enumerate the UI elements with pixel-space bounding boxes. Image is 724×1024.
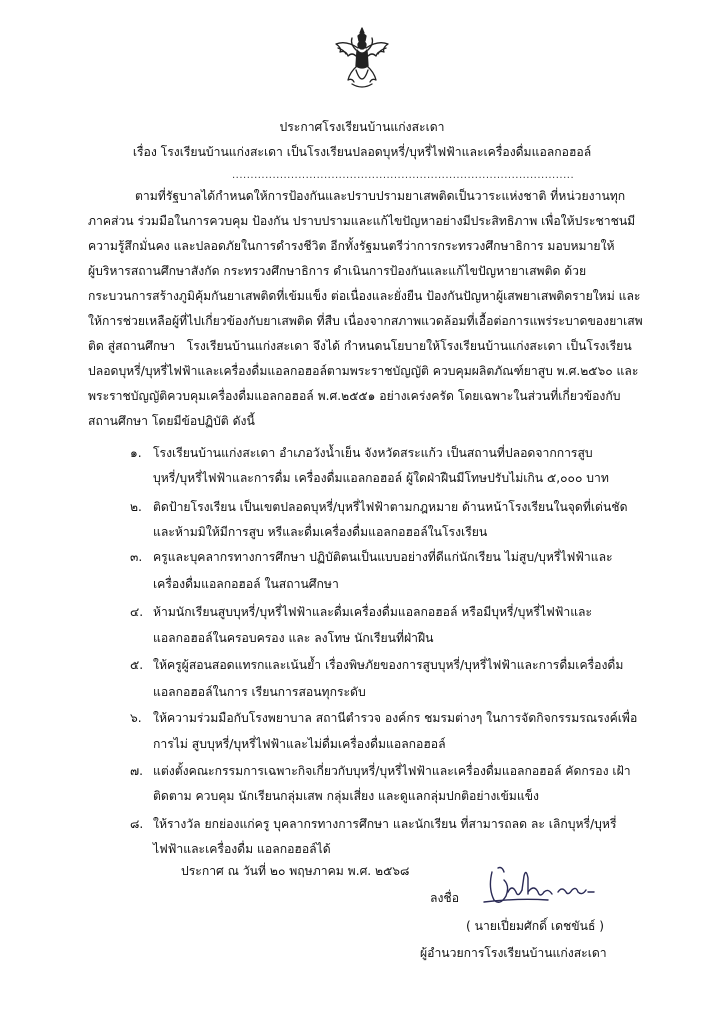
item-number: ๑. <box>130 446 142 460</box>
item-number: ๕. <box>130 658 144 672</box>
item-number: ๓. <box>130 550 143 564</box>
handwritten-signature <box>478 862 608 912</box>
paragraph-line: ให้การช่วยเหลือผู้ที่ไปเกี่ยวข้องกับยาเสพติด ที่สืบ เนื่องจากสภาพแวดล้อมที่เอื้อต่อการแพร่ระบาดของยาเสพ <box>88 314 643 328</box>
item-line: แอลกอฮอล์ในครอบครอง และ ลงโทษ นักเรียนที่ฝ่าฝืน <box>153 631 434 645</box>
paragraph-line: ผู้บริหารสถานศึกษาสังกัด กระทรวงศึกษาธิการ ดำเนินการป้องกันและแก้ไขปัญหายาเสพติด ด้วย <box>88 264 587 278</box>
paragraph-line: ความรู้สึกมั่นคง และปลอดภัยในการดำรงชีวิต อีกทั้งรัฐมนตรีว่าการกระทรวงศึกษาธิการ มอบหมายให้ <box>88 239 615 253</box>
item-line: บุหรี่/บุหรี่ไฟฟ้าและการดื่ม เครื่องดื่มแอลกอฮอล์ ผู้ใดฝ่าฝืนมีโทษปรับไม่เกิน ๕,๐๐๐ บาท <box>153 471 609 485</box>
item-line: ให้ครูผู้สอนสอดแทรกและเน้นย้ำ เรื่องพิษภัยของการสูบบุหรี่/บุหรี่ไฟฟ้าและการดื่มเครื่องดื่ม <box>153 658 624 672</box>
item-number: ๘. <box>130 817 144 831</box>
paragraph-line: สถานศึกษา โดยมีข้อปฏิบัติ ดังนี้ <box>88 414 255 428</box>
item-line: ห้ามนักเรียนสูบบุหรี่/บุหรี่ไฟฟ้าและดื่มเครื่องดื่มแอลกอฮอล์ หรือมีบุหรี่/บุหรี่ไฟฟ้าและ <box>153 605 593 619</box>
paragraph-line: ติด สู่สถานศึกษา โรงเรียนบ้านแก่งสะเดา จึงได้ กำหนดนโยบายให้โรงเรียนบ้านแก่งสะเดา เป็นโรงเรียน <box>88 339 632 353</box>
item-line: แอลกอฮอล์ในการ เรียนการสอนทุกระดับ <box>153 685 366 699</box>
title-separator: ............................................................................................. <box>232 170 575 181</box>
paragraph-line: ตามที่รัฐบาลได้กำหนดให้การป้องกันและปราบปรามยาเสพติดเป็นวาระแห่งชาติ ที่หน่วยงานทุก <box>135 189 626 203</box>
item-number: ๒. <box>130 500 142 514</box>
item-line: ไฟฟ้าและเครื่องดื่ม แอลกอฮอล์ได้ <box>153 842 331 856</box>
item-line: เครื่องดื่มแอลกอฮอล์ ในสถานศึกษา <box>153 577 339 591</box>
item-line: โรงเรียนบ้านแก่งสะเดา อำเภอวังน้ำเย็น จังหวัดสระแก้ว เป็นสถานที่ปลอดจากการสูบ <box>153 446 593 460</box>
item-line: ให้ความร่วมมือกับโรงพยาบาล สถานีตำรวจ องค์กร ชมรมต่างๆ ในการจัดกิจกรรมรณรงค์เพื่อ <box>153 711 638 725</box>
item-number: ๗. <box>130 764 144 778</box>
paragraph-line: พระราชบัญญัติควบคุมเครื่องดื่มแอลกอฮอล์ พ.ศ.๒๕๕๑ อย่างเคร่งครัด โดยเฉพาะในส่วนที่เกี่ยวข้องกับ <box>88 389 621 403</box>
item-line: แต่งตั้งคณะกรรมการเฉพาะกิจเกี่ยวกับบุหรี่/บุหรี่ไฟฟ้าและเครื่องดื่มแอลกอฮอล์ คัดกรอง เฝ้า <box>153 764 631 778</box>
sign-label: ลงชื่อ <box>430 891 460 905</box>
garuda-emblem-icon <box>332 26 392 90</box>
paragraph-line: ภาคส่วน ร่วมมือในการควบคุม ป้องกัน ปราบปรามและแก้ไขปัญหาอย่างมีประสิทธิภาพ เพื่อให้ประชาชนมี <box>88 214 636 228</box>
announcement-title: ประกาศโรงเรียนบ้านแก่งสะเดา <box>279 120 445 134</box>
item-line: ให้รางวัล ยกย่องแก่ครู บุคลากรทางการศึกษา และนักเรียน ที่สามารถลด ละ เลิกบุหรี่/บุหรี่ <box>153 817 617 831</box>
announcement-date: ประกาศ ณ วันที่ ๒๐ พฤษภาคม พ.ศ. ๒๕๖๘ <box>181 864 410 878</box>
announcement-subject: เรื่อง โรงเรียนบ้านแก่งสะเดา เป็นโรงเรียนปลอดบุหรี่/บุหรี่ไฟฟ้าและเครื่องดื่มแอลกอฮอล์ <box>132 145 592 159</box>
paragraph-line: กระบวนการสร้างภูมิคุ้มกันยาเสพติดที่เข้มแข็ง ต่อเนื่องและยั่งยืน ป้องกันปัญหาผู้เสพยาเสพติดรายใหม่ และ <box>88 289 641 303</box>
item-line: ติดตาม ควบคุม นักเรียนกลุ่มเสพ กลุ่มเสี่ยง และดูแลกลุ่มปกติอย่างเข้มแข็ง <box>153 789 539 803</box>
paragraph-line: ปลอดบุหรี่/บุหรี่ไฟฟ้าและเครื่องดื่มแอลกอฮอล์ตามพระราชบัญญัติ ควบคุมผลิตภัณฑ์ยาสูบ พ.ศ.๒๕๖๐ และ <box>88 364 639 378</box>
item-line: และห้ามมิให้มีการสูบ หรีและดื่มเครื่องดื่มแอลกอฮอล์ในโรงเรียน <box>153 525 488 539</box>
item-number: ๔. <box>130 605 144 619</box>
item-line: ติดป้ายโรงเรียน เป็นเขตปลอดบุหรี่/บุหรี่ไฟฟ้าตามกฎหมาย ด้านหน้าโรงเรียนในจุดที่เด่นชัด <box>153 500 628 514</box>
item-number: ๖. <box>130 711 142 725</box>
item-line: การไม่ สูบบุหรี่/บุหรี่ไฟฟ้าและไม่ดื่มเครื่องดื่มแอลกอฮอล์ <box>153 737 446 751</box>
item-line: ครูและบุคลากรทางการศึกษา ปฏิบัติตนเป็นแบบอย่างที่ดีแก่นักเรียน ไม่สูบ/บุหรี่ไฟฟ้าและ <box>153 550 613 564</box>
signer-name: ( นายเปี่ยมศักดิ์ เดชขันธ์ ) <box>466 919 605 933</box>
signer-position: ผู้อำนวยการโรงเรียนบ้านแก่งสะเดา <box>420 946 607 960</box>
